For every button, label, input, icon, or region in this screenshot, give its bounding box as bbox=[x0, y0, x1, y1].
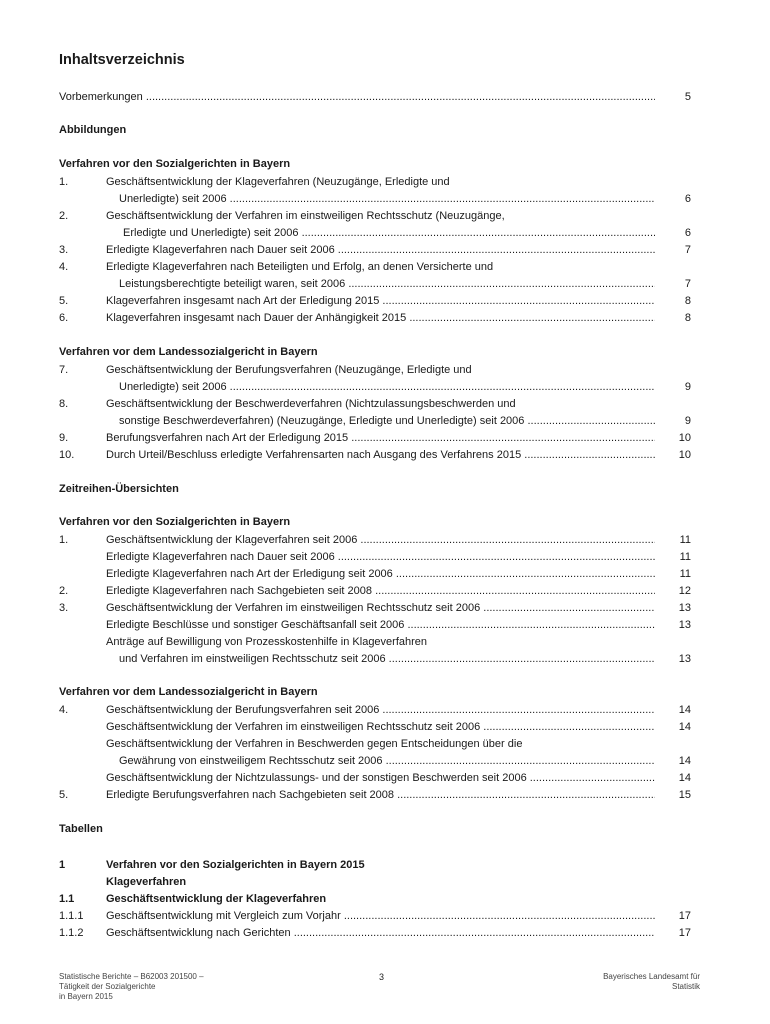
toc-page-number: 15 bbox=[678, 789, 691, 801]
toc-entry-number: 5. bbox=[59, 295, 69, 307]
toc-entry-number: 4. bbox=[59, 704, 69, 716]
toc-entry-text: und Verfahren im einstweiligen Rechtsschutz seit 2006 ..... bbox=[119, 651, 655, 667]
toc-section[interactable] bbox=[59, 891, 691, 907]
toc-page-number: 14 bbox=[678, 772, 691, 784]
toc-entry[interactable] bbox=[59, 310, 691, 326]
toc-page-number: 17 bbox=[678, 927, 691, 939]
toc-entry-text: Erledigte und Unerledigte) seit 2006 ..... bbox=[123, 225, 655, 241]
footer-publisher bbox=[500, 972, 700, 992]
toc-page-number: 10 bbox=[678, 449, 691, 461]
toc-entry-number: 2. bbox=[59, 585, 69, 597]
toc-page-number: 13 bbox=[678, 602, 691, 614]
toc-entry[interactable] bbox=[59, 549, 691, 565]
toc-page-number: 13 bbox=[678, 619, 691, 631]
toc-entry-text: Erledigte Berufungsverfahren nach Sachgebieten seit 2008 ..... bbox=[106, 787, 655, 803]
toc-page-number: 6 bbox=[684, 193, 691, 205]
toc-entry-text: Durch Urteil/Beschluss erledigte Verfahrensarten nach Ausgang des Verfahrens 2015 ..... bbox=[106, 447, 655, 463]
toc-entry-text: Klageverfahren insgesamt nach Dauer der Anhängigkeit 2015 ..... bbox=[106, 310, 655, 326]
toc-entry[interactable] bbox=[59, 736, 691, 752]
toc-page-number: 13 bbox=[678, 653, 691, 665]
footer-line: Statistik bbox=[671, 982, 700, 991]
toc-page-number: 9 bbox=[684, 381, 691, 393]
toc-entry-vorbemerkungen[interactable] bbox=[59, 89, 691, 105]
toc-entry-continuation[interactable] bbox=[59, 379, 691, 395]
toc-entry-number: 1.1.1 bbox=[59, 910, 84, 922]
footer-page-number: 3 bbox=[379, 972, 385, 982]
toc-page-number: 8 bbox=[684, 295, 691, 307]
toc-entry-number: 9. bbox=[59, 432, 69, 444]
toc-entry-text: Geschäftsentwicklung mit Vergleich zum Vorjahr ..... bbox=[106, 908, 655, 924]
toc-entry-number: 7. bbox=[59, 364, 69, 376]
toc-entry[interactable] bbox=[59, 396, 691, 412]
toc-entry-text: Geschäftsentwicklung der Verfahren in Beschwerden gegen Entscheidungen über die bbox=[106, 738, 523, 750]
footer-line: Tätigkeit der Sozialgerichte bbox=[59, 982, 156, 991]
toc-entry-text: Geschäftsentwicklung der Berufungsverfahren seit 2006 ..... bbox=[106, 702, 655, 718]
toc-entry[interactable] bbox=[59, 259, 691, 275]
toc-entry-number: 8. bbox=[59, 398, 69, 410]
toc-entry-text: Anträge auf Bewilligung von Prozesskostenhilfe in Klageverfahren bbox=[106, 636, 428, 648]
toc-entry-number: 2. bbox=[59, 210, 69, 222]
section-heading-tabellen: Tabellen bbox=[59, 823, 103, 835]
toc-page-number: 12 bbox=[678, 585, 691, 597]
toc-entry[interactable] bbox=[59, 925, 691, 941]
toc-section-title: Geschäftsentwicklung der Klageverfahren bbox=[106, 893, 327, 905]
toc-entry-number: 10. bbox=[59, 449, 75, 461]
toc-entry[interactable] bbox=[59, 532, 691, 548]
group-heading-landessozialgericht: Verfahren vor dem Landessozialgericht in Bayern bbox=[59, 346, 318, 358]
toc-entry-text: Geschäftsentwicklung der Berufungsverfahren (Neuzugänge, Erledigte und bbox=[106, 364, 472, 376]
group-heading-sozialgerichte: Verfahren vor den Sozialgerichten in Bayern bbox=[59, 516, 291, 528]
toc-entry[interactable] bbox=[59, 447, 691, 463]
toc-entry-text: Geschäftsentwicklung der Klageverfahren seit 2006 ..... bbox=[106, 532, 655, 548]
toc-entry[interactable] bbox=[59, 174, 691, 190]
toc-chapter-title: Klageverfahren bbox=[106, 876, 187, 888]
toc-page-number: 6 bbox=[684, 227, 691, 239]
toc-entry[interactable] bbox=[59, 293, 691, 309]
toc-entry-text: Unerledigte) seit 2006 ..... bbox=[119, 191, 655, 207]
toc-entry[interactable] bbox=[59, 600, 691, 616]
toc-entry[interactable] bbox=[59, 719, 691, 735]
group-heading-landessozialgericht: Verfahren vor dem Landessozialgericht in Bayern bbox=[59, 686, 318, 698]
page-title: Inhaltsverzeichnis bbox=[59, 52, 185, 68]
toc-entry[interactable] bbox=[59, 566, 691, 582]
toc-entry-continuation[interactable] bbox=[59, 276, 691, 292]
toc-entry-text: Gewährung von einstweiligem Rechtsschutz seit 2006 ..... bbox=[119, 753, 655, 769]
toc-entry[interactable] bbox=[59, 908, 691, 924]
toc-page-number: 9 bbox=[684, 415, 691, 427]
toc-entry-text: Erledigte Klageverfahren nach Dauer seit 2006 ..... bbox=[106, 549, 655, 565]
toc-entry-text: Erledigte Beschlüsse und sonstiger Geschäftsanfall seit 2006 ..... bbox=[106, 617, 655, 633]
toc-entry-continuation[interactable] bbox=[59, 225, 691, 241]
toc-page-number: 14 bbox=[678, 755, 691, 767]
footer-line: Statistische Berichte – B62003 201500 – bbox=[59, 972, 204, 981]
toc-entry-text: Leistungsberechtigte beteiligt waren, seit 2006 ..... bbox=[119, 276, 655, 292]
toc-entry[interactable] bbox=[59, 430, 691, 446]
toc-entry-text: Geschäftsentwicklung der Verfahren im einstweiligen Rechtsschutz seit 2006 ..... bbox=[106, 600, 655, 616]
toc-entry-number: 3. bbox=[59, 244, 69, 256]
toc-entry-number: 5. bbox=[59, 789, 69, 801]
toc-entry-text: Erledigte Klageverfahren nach Sachgebieten seit 2008 ..... bbox=[106, 583, 655, 599]
toc-page-number: 17 bbox=[678, 910, 691, 922]
toc-entry[interactable] bbox=[59, 242, 691, 258]
toc-entry-text: Vorbemerkungen ..... bbox=[59, 89, 655, 105]
toc-entry[interactable] bbox=[59, 583, 691, 599]
toc-entry[interactable] bbox=[59, 702, 691, 718]
toc-entry[interactable] bbox=[59, 770, 691, 786]
toc-chapter-title: Verfahren vor den Sozialgerichten in Bayern 2015 bbox=[106, 859, 365, 871]
toc-entry-text: Berufungsverfahren nach Art der Erledigung 2015 ..... bbox=[106, 430, 655, 446]
toc-chapter-number: 1 bbox=[59, 859, 66, 871]
toc-entry-continuation[interactable] bbox=[59, 651, 691, 667]
toc-chapter[interactable] bbox=[59, 857, 691, 873]
toc-entry-number: 1. bbox=[59, 534, 69, 546]
toc-entry-text: Geschäftsentwicklung der Beschwerdeverfahren (Nichtzulassungsbeschwerden und bbox=[106, 398, 516, 410]
toc-page-number: 14 bbox=[678, 721, 691, 733]
toc-entry[interactable] bbox=[59, 208, 691, 224]
toc-entry[interactable] bbox=[59, 634, 691, 650]
toc-entry-number: 6. bbox=[59, 312, 69, 324]
toc-page-number: 8 bbox=[684, 312, 691, 324]
toc-page-number: 11 bbox=[679, 534, 691, 546]
toc-entry[interactable] bbox=[59, 362, 691, 378]
toc-page-number: 14 bbox=[678, 704, 691, 716]
toc-entry-text: sonstige Beschwerdeverfahren) (Neuzugänge, Erledigte und Unerledigte) seit 2006 ..... bbox=[119, 413, 655, 429]
toc-entry-number: 4. bbox=[59, 261, 69, 273]
toc-entry-text: Geschäftsentwicklung der Verfahren im einstweiligen Rechtsschutz (Neuzugänge, bbox=[106, 210, 505, 222]
toc-entry-text: Unerledigte) seit 2006 ..... bbox=[119, 379, 655, 395]
toc-chapter-subtitle[interactable] bbox=[59, 874, 691, 890]
section-heading-zeitreihen: Zeitreihen-Übersichten bbox=[59, 483, 179, 495]
toc-entry-text: Erledigte Klageverfahren nach Art der Erledigung seit 2006 ..... bbox=[106, 566, 655, 582]
footer-line: Bayerisches Landesamt für bbox=[603, 972, 700, 981]
toc-page-number: 11 bbox=[679, 551, 691, 563]
toc-page-number: 5 bbox=[684, 91, 691, 103]
toc-entry[interactable] bbox=[59, 617, 691, 633]
toc-page-number: 7 bbox=[684, 278, 691, 290]
toc-entry-text: Geschäftsentwicklung der Klageverfahren (Neuzugänge, Erledigte und bbox=[106, 176, 450, 188]
toc-entry-number: 3. bbox=[59, 602, 69, 614]
toc-page-number: 11 bbox=[679, 568, 691, 580]
toc-entry-number: 1.1.2 bbox=[59, 927, 84, 939]
toc-entry-text: Erledigte Klageverfahren nach Dauer seit 2006 ..... bbox=[106, 242, 655, 258]
toc-page-number: 10 bbox=[678, 432, 691, 444]
toc-entry[interactable] bbox=[59, 787, 691, 803]
section-heading-abbildungen: Abbildungen bbox=[59, 124, 127, 136]
toc-entry-text: Klageverfahren insgesamt nach Art der Erledigung 2015 ..... bbox=[106, 293, 655, 309]
footer-line: in Bayern 2015 bbox=[59, 992, 113, 1001]
toc-page-number: 7 bbox=[684, 244, 691, 256]
toc-entry-text: Erledigte Klageverfahren nach Beteiligten und Erfolg, an denen Versicherte und bbox=[106, 261, 494, 273]
toc-section-number: 1.1 bbox=[59, 893, 75, 905]
toc-entry-text: Geschäftsentwicklung der Verfahren im einstweiligen Rechtsschutz seit 2006 ..... bbox=[106, 719, 655, 735]
toc-entry-number: 1. bbox=[59, 176, 69, 188]
toc-entry-text: Geschäftsentwicklung der Nichtzulassungs- und der sonstigen Beschwerden seit 2006 ..... bbox=[106, 770, 655, 786]
toc-entry-continuation[interactable] bbox=[59, 753, 691, 769]
toc-entry-text: Geschäftsentwicklung nach Gerichten ..... bbox=[106, 925, 655, 941]
toc-entry-continuation[interactable] bbox=[59, 191, 691, 207]
group-heading-sozialgerichte: Verfahren vor den Sozialgerichten in Bayern bbox=[59, 158, 291, 170]
footer-publication-info bbox=[59, 972, 279, 1002]
toc-entry-continuation[interactable] bbox=[59, 413, 691, 429]
